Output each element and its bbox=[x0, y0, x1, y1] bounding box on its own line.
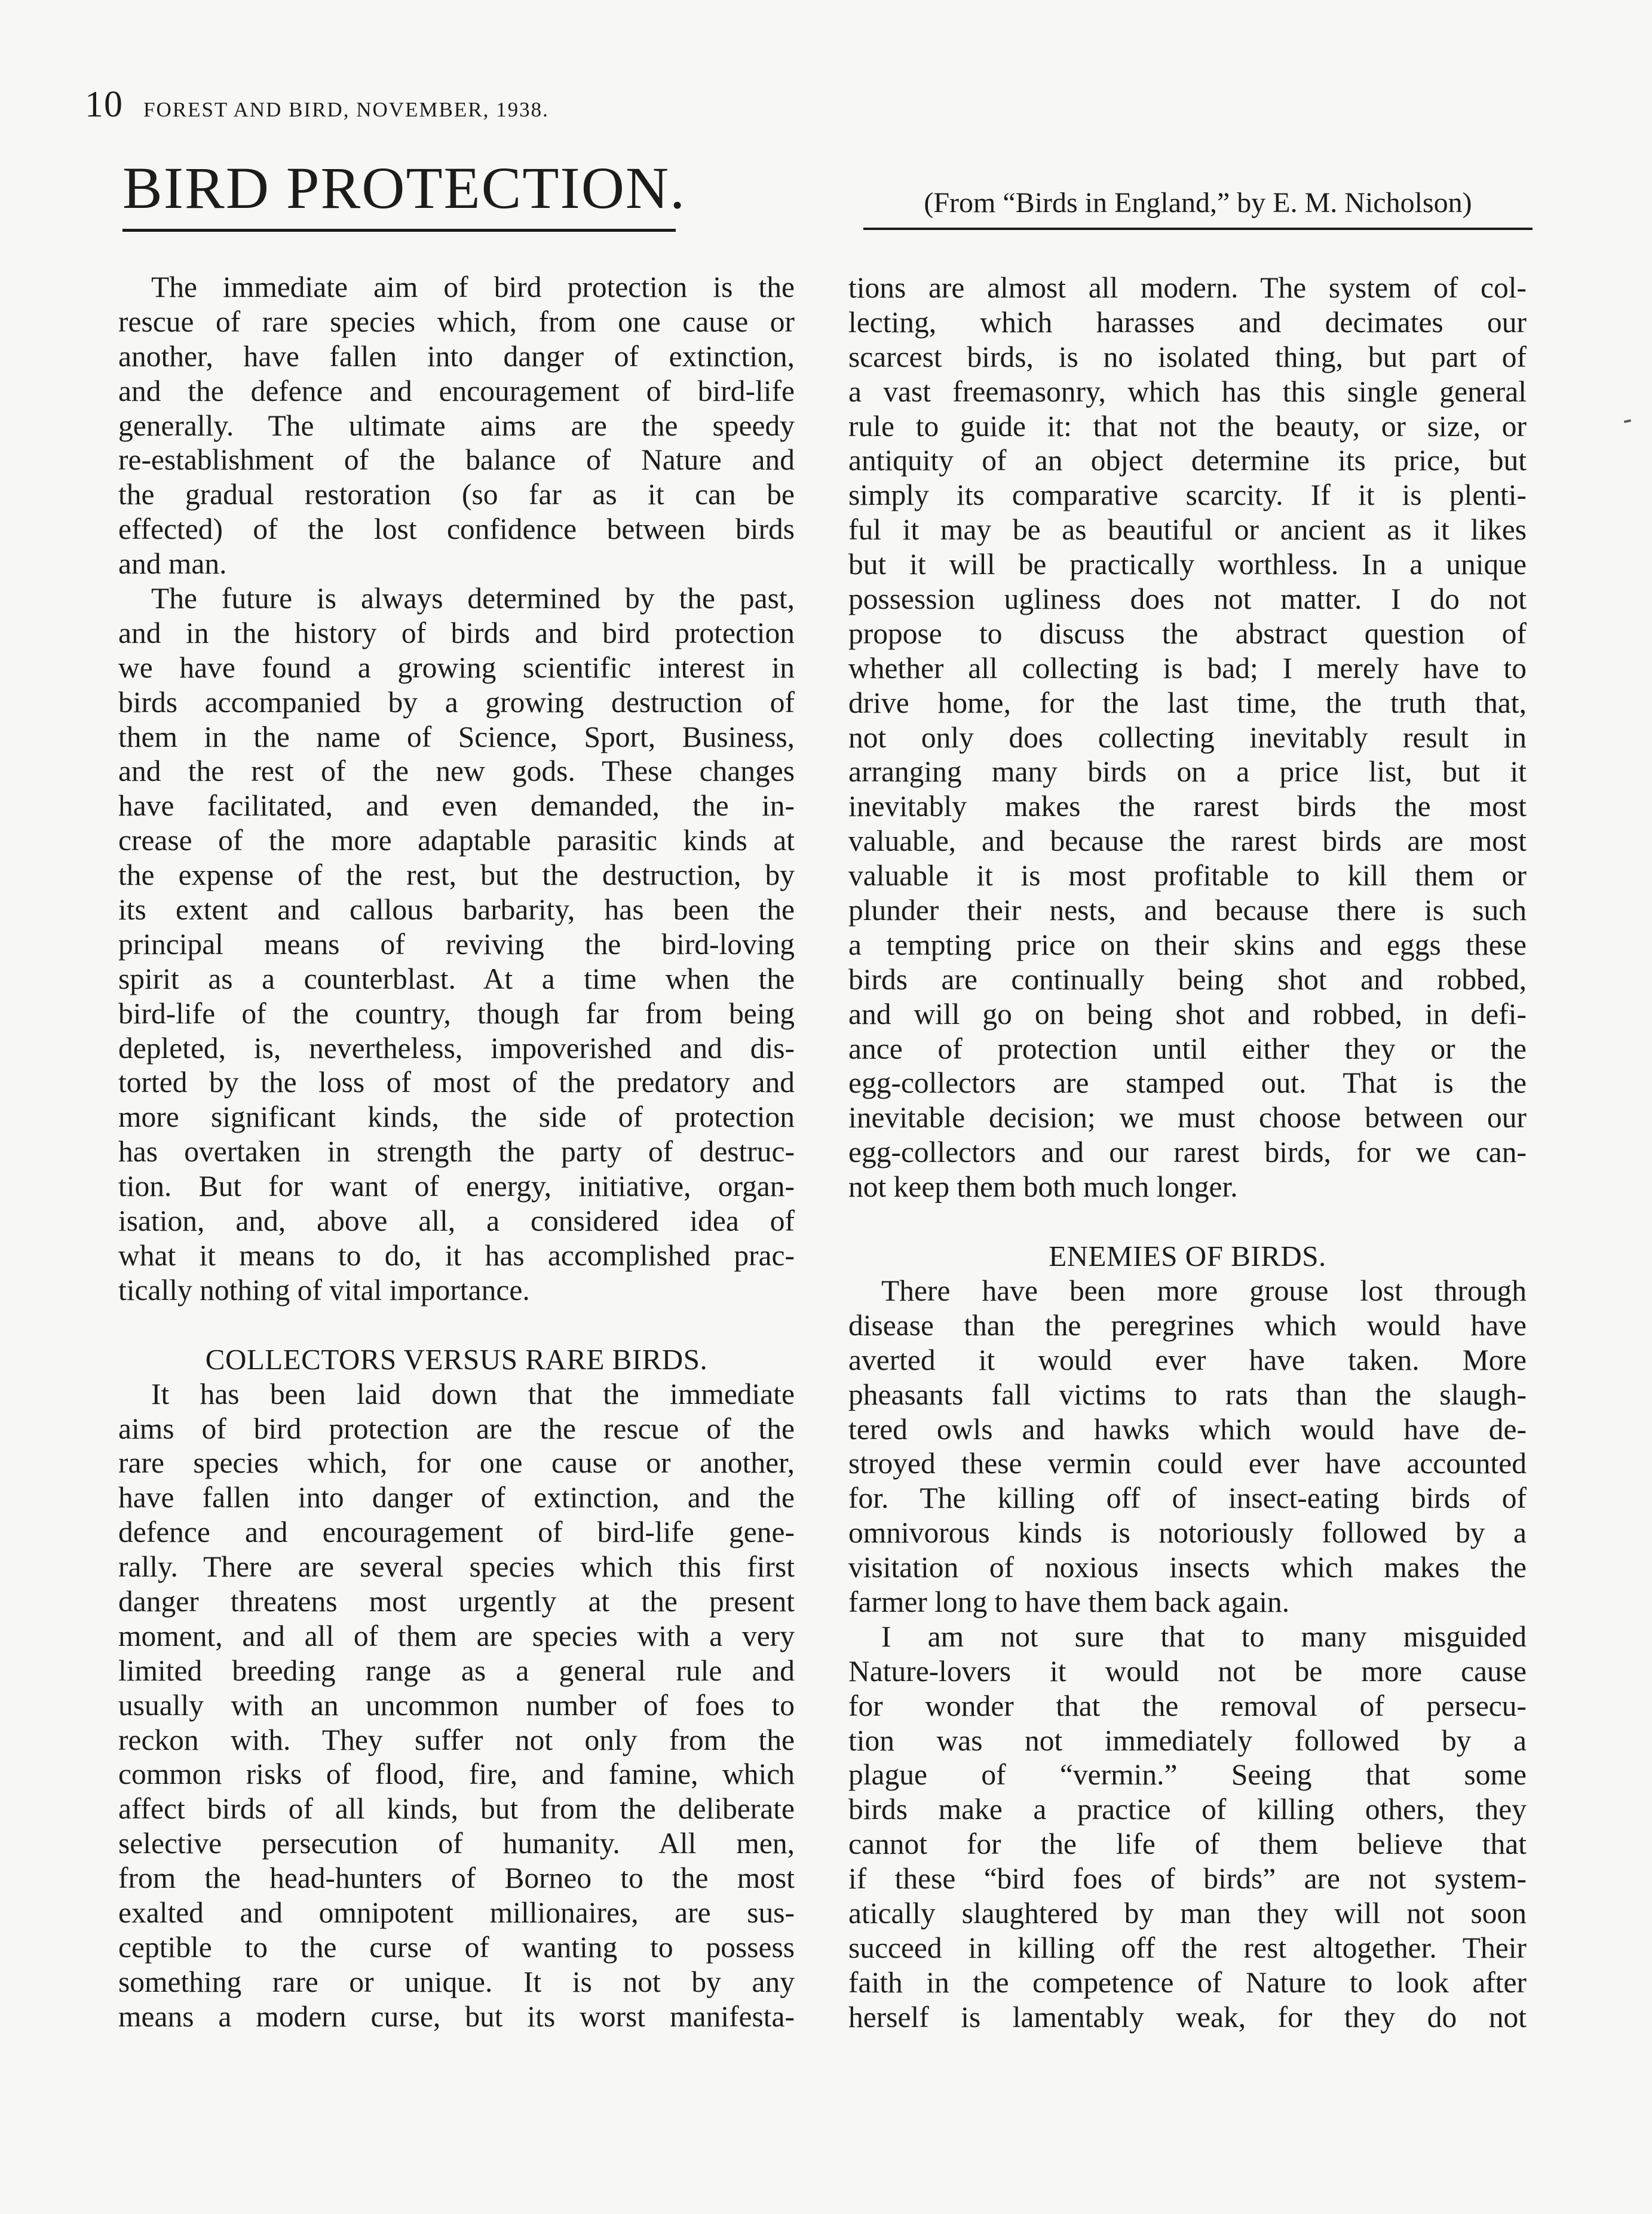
text-line: tion was not immediately followed by a bbox=[848, 1724, 1527, 1757]
text-line: plague of “vermin.” Seeing that some bbox=[848, 1758, 1527, 1792]
text-line: tically nothing of vital importance. bbox=[118, 1273, 530, 1307]
text-line: rescue of rare species which, from one cause or bbox=[118, 305, 795, 338]
text-line: scarcest birds, is no isolated thing, but part of bbox=[848, 340, 1527, 373]
text-line: crease of the more adaptable parasitic kinds at bbox=[118, 824, 795, 857]
text-line: faith in the competence of Nature to look after bbox=[848, 1965, 1527, 1999]
text-line: danger threatens most urgently at the present bbox=[118, 1584, 795, 1618]
text-line: selective persecution of humanity. All men, bbox=[118, 1827, 795, 1860]
text-line: isation, and, above all, a considered idea of bbox=[118, 1204, 795, 1238]
text-line: valuable, and because the rarest birds are most bbox=[848, 824, 1527, 858]
article-attribution: (From “Birds in England,” by E. M. Nicholson) bbox=[863, 182, 1533, 230]
text-line: not keep them both much longer. bbox=[848, 1170, 1238, 1204]
text-line: herself is lamentably weak, for they do not bbox=[848, 2000, 1527, 2034]
text-line: usually with an uncommon number of foes to bbox=[118, 1688, 795, 1722]
text-line: exalted and omnipotent millionaires, are sus- bbox=[118, 1896, 795, 1929]
left-paragraph-1 bbox=[118, 270, 795, 581]
text-line: a vast freemasonry, which has this single general bbox=[848, 375, 1527, 408]
text-line: The immediate aim of bird protection is the bbox=[151, 271, 795, 303]
text-line: pheasants fall victims to rats than the slaugh- bbox=[848, 1378, 1527, 1411]
text-line: whether all collecting is bad; I merely have to bbox=[848, 651, 1527, 685]
right-column bbox=[848, 271, 1527, 2035]
text-line: Nature-lovers it would not be more cause bbox=[848, 1654, 1527, 1688]
text-line: aims of bird protection are the rescue of the bbox=[118, 1412, 795, 1445]
text-line: drive home, for the last time, the truth that, bbox=[848, 686, 1527, 719]
text-line: its extent and callous barbarity, has been the bbox=[118, 893, 795, 927]
text-line: re-establishment of the balance of Nature and bbox=[118, 443, 795, 477]
text-line: tered owls and hawks which would have de- bbox=[848, 1412, 1527, 1446]
text-line: and in the history of birds and bird protection bbox=[118, 616, 795, 649]
text-line: and will go on being shot and robbed, in defi- bbox=[848, 997, 1527, 1031]
text-line: inevitably makes the rarest birds the most bbox=[848, 790, 1527, 823]
text-line: simply its comparative scarcity. If it is plenti- bbox=[848, 479, 1527, 512]
text-line: visitation of noxious insects which makes the bbox=[848, 1551, 1527, 1584]
text-line: farmer long to have them back again. bbox=[848, 1585, 1290, 1618]
text-line: arranging many birds on a price list, but it bbox=[848, 755, 1527, 789]
text-line: rare species which, for one cause or another, bbox=[118, 1446, 795, 1480]
text-line: but it will be practically worthless. In a unique bbox=[848, 548, 1527, 581]
text-line: lecting, which harasses and decimates our bbox=[848, 305, 1527, 339]
text-line: have facilitated, and even demanded, the in- bbox=[118, 789, 795, 823]
text-line: inevitable decision; we must choose between our bbox=[848, 1101, 1527, 1134]
text-line: propose to discuss the abstract question of bbox=[848, 617, 1527, 650]
text-line: disease than the peregrines which would have bbox=[848, 1308, 1527, 1342]
right-paragraph-1 bbox=[848, 271, 1527, 1204]
text-line: what it means to do, it has accomplished prac- bbox=[118, 1238, 795, 1272]
left-column bbox=[118, 270, 795, 2034]
text-line: defence and encouragement of bird-life gene- bbox=[118, 1516, 795, 1549]
text-line: plunder their nests, and because there is such bbox=[848, 894, 1527, 927]
text-line: I am not sure that to many misguided bbox=[881, 1620, 1527, 1653]
text-line: not only does collecting inevitably result in bbox=[848, 720, 1527, 754]
text-line: tion. But for want of energy, initiative, organ- bbox=[118, 1170, 795, 1203]
text-line: something rare or unique. It is not by any bbox=[118, 1965, 795, 1998]
right-paragraph-2 bbox=[848, 1274, 1527, 1620]
text-line: and man. bbox=[118, 547, 227, 581]
text-line: generally. The ultimate aims are the speedy bbox=[118, 409, 795, 442]
text-line: principal means of reviving the bird-loving bbox=[118, 927, 795, 961]
text-line: effected) of the lost confidence between birds bbox=[118, 513, 795, 546]
text-line: common risks of flood, fire, and famine, which bbox=[118, 1758, 795, 1791]
text-line: has overtaken in strength the party of destruc- bbox=[118, 1135, 795, 1169]
spacer bbox=[848, 1204, 1527, 1239]
print-speck bbox=[1624, 419, 1632, 423]
text-line: tions are almost all modern. The system of col- bbox=[848, 271, 1527, 304]
text-line: cannot for the life of them believe that bbox=[848, 1827, 1527, 1861]
text-line: rally. There are several species which this first bbox=[118, 1550, 795, 1584]
text-line: It has been laid down that the immediate bbox=[151, 1377, 795, 1410]
text-line: ful it may be as beautiful or ancient as it likes bbox=[848, 513, 1527, 547]
text-line: moment, and all of them are species with a very bbox=[118, 1619, 795, 1652]
text-line: we have found a growing scientific interest in bbox=[118, 651, 795, 684]
page-number: 10 bbox=[85, 84, 123, 125]
text-line: ceptible to the curse of wanting to possess bbox=[118, 1930, 795, 1964]
text-line: rule to guide it: that not the beauty, or size, or bbox=[848, 409, 1527, 443]
text-line: There have been more grouse lost through bbox=[881, 1274, 1527, 1307]
running-head bbox=[85, 84, 549, 126]
text-line: torted by the loss of most of the predatory and bbox=[118, 1066, 795, 1099]
text-line: birds are continually being shot and robbed, bbox=[848, 962, 1527, 996]
text-line: another, have fallen into danger of extinction, bbox=[118, 339, 795, 373]
text-line: reckon with. They suffer not only from the bbox=[118, 1723, 795, 1756]
text-line: from the head-hunters of Borneo to the most bbox=[118, 1862, 795, 1895]
section-heading-enemies: ENEMIES OF BIRDS. bbox=[1049, 1240, 1326, 1273]
running-title: FOREST AND BIRD, NOVEMBER, 1938. bbox=[143, 98, 549, 121]
text-line: atically slaughtered by man they will not soon bbox=[848, 1896, 1527, 1930]
text-line: valuable it is most profitable to kill them or bbox=[848, 859, 1527, 893]
text-line: a tempting price on their skins and eggs these bbox=[848, 928, 1527, 961]
text-line: for wonder that the removal of persecu- bbox=[848, 1689, 1527, 1722]
text-line: depleted, is, nevertheless, impoverished and dis- bbox=[118, 1031, 795, 1065]
text-line: the expense of the rest, but the destruction, by bbox=[118, 858, 795, 892]
left-paragraph-2 bbox=[118, 581, 795, 1308]
text-line: bird-life of the country, though far from being bbox=[118, 996, 795, 1030]
text-line: spirit as a counterblast. At a time when the bbox=[118, 962, 795, 995]
text-line: have fallen into danger of extinction, and the bbox=[118, 1481, 795, 1514]
text-line: for. The killing off of insect-eating birds of bbox=[848, 1482, 1527, 1515]
text-line: means a modern curse, but its worst manifesta- bbox=[118, 2000, 795, 2033]
text-line: and the rest of the new gods. These changes bbox=[118, 755, 795, 788]
text-line: egg-collectors are stamped out. That is the bbox=[848, 1066, 1527, 1100]
left-paragraph-3 bbox=[118, 1377, 795, 2034]
text-line: and the defence and encouragement of bird-life bbox=[118, 374, 795, 407]
text-line: succeed in killing off the rest altogether. Their bbox=[848, 1931, 1527, 1964]
text-line: limited breeding range as a general rule and bbox=[118, 1654, 795, 1687]
text-line: more significant kinds, the side of protection bbox=[118, 1100, 795, 1134]
text-line: ance of protection until either they or the bbox=[848, 1032, 1527, 1065]
text-line: the gradual restoration (so far as it can be bbox=[118, 478, 795, 511]
text-line: The future is always determined by the past, bbox=[151, 582, 795, 615]
text-line: stroyed these vermin could ever have accounted bbox=[848, 1447, 1527, 1480]
text-line: antiquity of an object determine its price, but bbox=[848, 444, 1527, 477]
spacer bbox=[118, 1308, 795, 1342]
text-line: omnivorous kinds is notoriously followed by a bbox=[848, 1516, 1527, 1550]
text-line: birds accompanied by a growing destruction of bbox=[118, 685, 795, 719]
text-line: if these “bird foes of birds” are not system- bbox=[848, 1862, 1527, 1896]
text-line: birds make a practice of killing others, they bbox=[848, 1793, 1527, 1826]
right-paragraph-3 bbox=[848, 1620, 1527, 2035]
text-line: possession ugliness does not matter. I do not bbox=[848, 582, 1527, 616]
text-line: averted it would ever have taken. More bbox=[848, 1343, 1527, 1376]
section-heading-collectors: COLLECTORS VERSUS RARE BIRDS. bbox=[205, 1342, 708, 1376]
text-line: egg-collectors and our rarest birds, for we can- bbox=[848, 1136, 1527, 1169]
title-row bbox=[122, 152, 1533, 236]
text-line: them in the name of Science, Sport, Business, bbox=[118, 720, 795, 753]
text-line: affect birds of all kinds, but from the deliberate bbox=[118, 1792, 795, 1826]
article-title: BIRD PROTECTION. bbox=[122, 152, 676, 232]
